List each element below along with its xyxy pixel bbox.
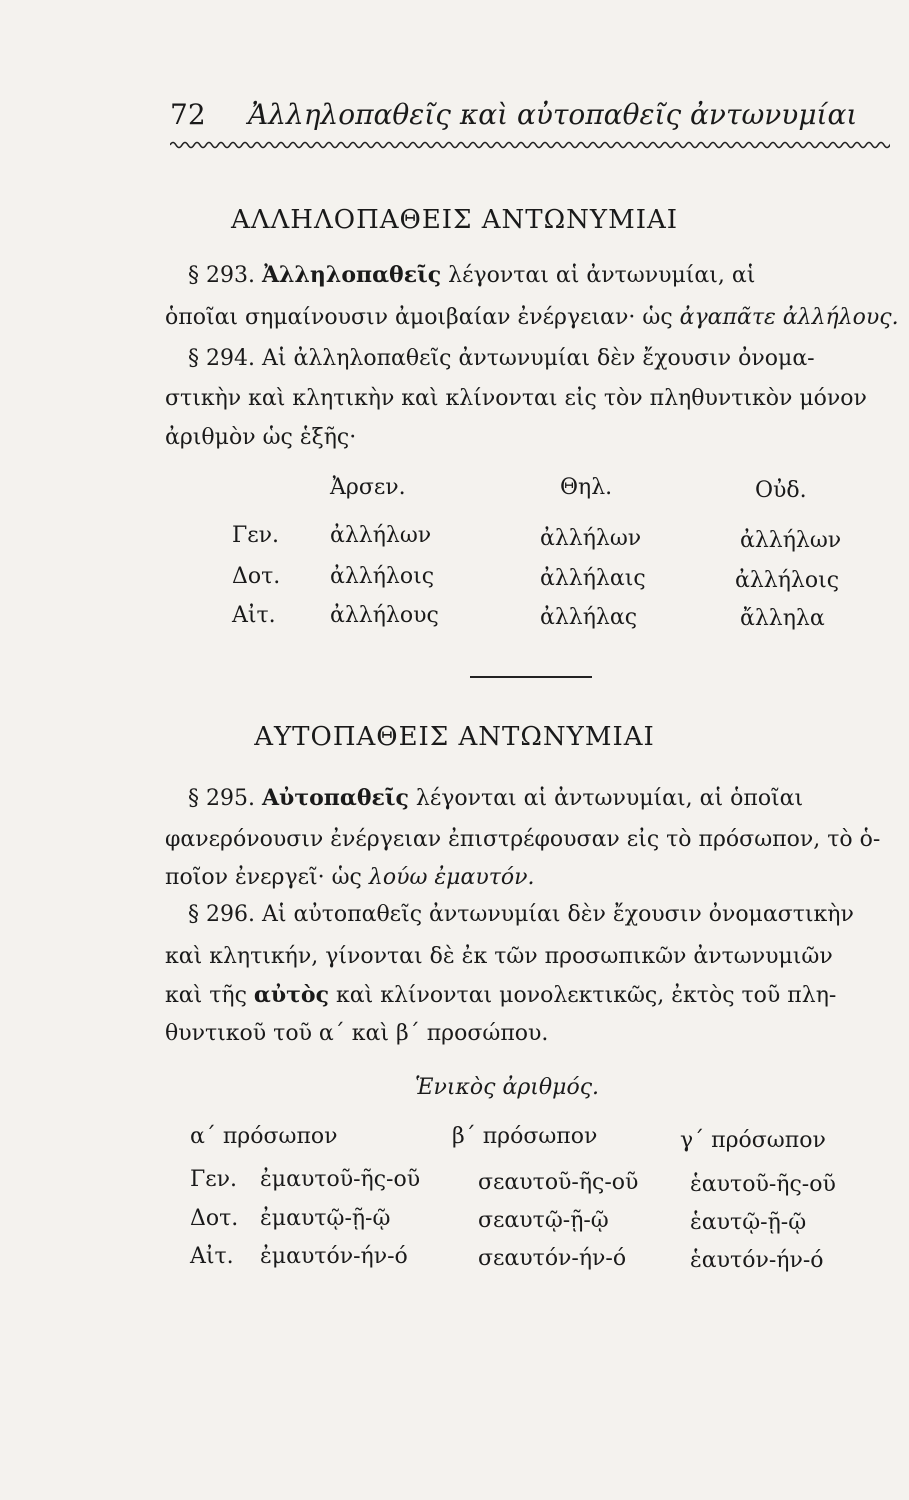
table-cell: ἀλλήλαις: [540, 566, 646, 591]
section-heading-reciprocal: ΑΛΛΗΛΟΠΑΘΕΙΣ ΑΝΤΩΝΥΜΙΑΙ: [230, 205, 679, 235]
singular-heading: Ἑνικὸς ἀριθμός.: [415, 1075, 600, 1100]
table-cell: ἀλλήλους: [330, 603, 439, 628]
paragraph-296-line-1: § 296. Αἱ αὐτοπαθεῖς ἀντωνυμίαι δὲν ἔχουσιν ὀνομαστικὴν: [188, 902, 854, 927]
column-header: α΄ πρόσωπον: [190, 1124, 338, 1149]
paragraph-295-line-1: [188, 785, 803, 811]
term-reflexive: Αὐτοπαθεῖς: [261, 785, 409, 811]
table-cell: ἐμαυτῷ-ῇ-ῷ: [260, 1206, 391, 1231]
paragraph-293-line-1: [188, 262, 755, 288]
example-text: ἀγαπᾶτε ἀλλήλους.: [679, 305, 899, 330]
case-label: Αἰτ.: [232, 603, 276, 628]
case-label: Δοτ.: [190, 1206, 239, 1231]
table-cell: σεαυτοῦ-ῆς-οῦ: [478, 1170, 639, 1195]
table-cell: ἄλληλα: [740, 606, 825, 631]
section-divider: [470, 676, 592, 678]
paragraph-296-line-2: καὶ κλητικήν, γίνονται δὲ ἐκ τῶν προσωπικῶν ἀντωνυμιῶν: [165, 944, 833, 969]
column-header: Οὐδ.: [755, 478, 807, 503]
paragraph-294-line-2: στικὴν καὶ κλητικὴν καὶ κλίνονται εἰς τὸν πληθυντικὸν μόνον: [165, 386, 867, 411]
table-cell: ἑαυτοῦ-ῆς-οῦ: [690, 1172, 836, 1197]
paragraph-293-line-2: [165, 305, 899, 330]
paragraph-294-line-3: ἀριθμὸν ὡς ἑξῆς·: [165, 425, 357, 450]
paragraph-text: καὶ κλίνονται μονολεκτικῶς, ἐκτὸς τοῦ πλη-: [335, 983, 837, 1008]
table-cell: ἑαυτῷ-ῇ-ῷ: [690, 1210, 807, 1235]
page-number: 72: [170, 98, 206, 131]
running-head: [170, 98, 880, 138]
table-cell: ἀλλήλων: [330, 523, 432, 548]
wavy-rule: [170, 138, 890, 152]
paragraph-text: καὶ τῆς: [165, 983, 247, 1008]
table-cell: ἐμαυτοῦ-ῆς-οῦ: [260, 1167, 421, 1192]
table-cell: ἑαυτόν-ήν-ό: [690, 1248, 824, 1273]
column-header: Ἀρσεν.: [330, 475, 406, 500]
table-cell: σεαυτόν-ήν-ό: [478, 1246, 627, 1271]
table-cell: ἐμαυτόν-ήν-ό: [260, 1244, 408, 1269]
section-heading-reflexive: ΑΥΤΟΠΑΘΕΙΣ ΑΝΤΩΝΥΜΙΑΙ: [254, 722, 655, 752]
paragraph-text: λέγονται αἱ ἀντωνυμίαι, αἱ ὁποῖαι: [415, 786, 804, 811]
paragraph-number: § 295.: [188, 786, 255, 811]
table-cell: ἀλλήλοις: [330, 564, 435, 589]
paragraph-294-line-1: § 294. Αἱ ἀλληλοπαθεῖς ἀντωνυμίαι δὲν ἔχουσιν ὀνομα-: [188, 346, 815, 371]
column-header: γ΄ πρόσωπον: [680, 1128, 826, 1153]
paragraph-295-line-2: φανερόνουσιν ἐνέργειαν ἐπιστρέφουσαν εἰς τὸ πρόσωπον, τὸ ὁ-: [165, 827, 881, 852]
table-cell: σεαυτῷ-ῇ-ῷ: [478, 1208, 609, 1233]
case-label: Δοτ.: [232, 564, 281, 589]
paragraph-text: ὁποῖαι σημαίνουσιν ἀμοιβαίαν ἐνέργειαν· ὡς: [165, 305, 673, 330]
column-header: β΄ πρόσωπον: [452, 1124, 598, 1149]
paragraph-296-line-3: [165, 982, 836, 1008]
paragraph-text: ποῖον ἐνεργεῖ· ὡς: [165, 865, 362, 890]
case-label: Γεν.: [232, 523, 280, 548]
case-label: Αἰτ.: [190, 1244, 234, 1269]
term-autos: αὐτὸς: [253, 982, 329, 1008]
table-cell: ἀλλήλων: [540, 526, 642, 551]
paragraph-text: λέγονται αἱ ἀντωνυμίαι, αἱ: [448, 263, 756, 288]
table-cell: ἀλλήλας: [540, 605, 638, 630]
case-label: Γεν.: [190, 1167, 238, 1192]
table-cell: ἀλλήλοις: [735, 568, 840, 593]
paragraph-296-line-4: θυντικοῦ τοῦ α΄ καὶ β΄ προσώπου.: [165, 1021, 549, 1046]
table-cell: ἀλλήλων: [740, 528, 842, 553]
example-text: λούω ἐμαυτόν.: [368, 865, 535, 890]
term-reciprocal: Ἀλληλοπαθεῖς: [261, 262, 442, 288]
paragraph-295-line-3: [165, 865, 535, 890]
running-title: Ἀλληλοπαθεῖς καὶ αὐτοπαθεῖς ἀντωνυμίαι: [248, 98, 858, 131]
paragraph-number: § 293.: [188, 263, 255, 288]
column-header: Θηλ.: [560, 475, 613, 500]
